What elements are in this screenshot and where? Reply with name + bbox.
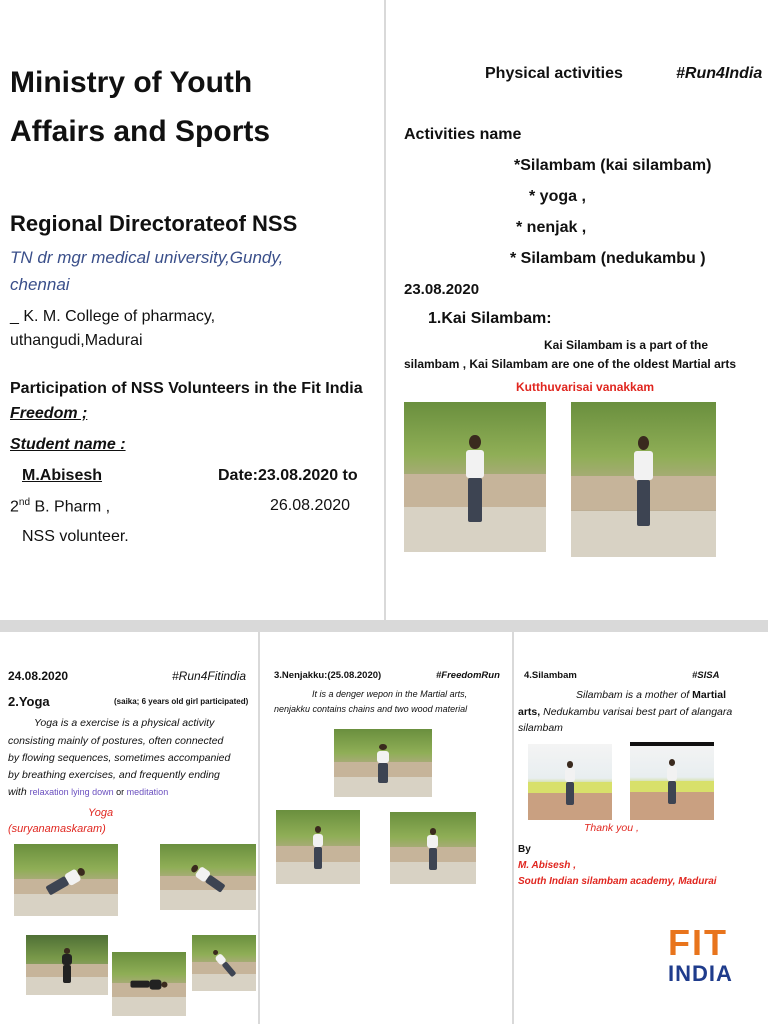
martial-bold: Martial [692, 689, 726, 701]
yoga-photo-5 [192, 935, 256, 991]
student-name: M.Abisesh [22, 467, 103, 484]
figure-head [315, 826, 322, 833]
person-figure [311, 826, 324, 869]
thank-you-text: Thank you , [584, 822, 639, 834]
person-figure [130, 979, 167, 991]
page-title-line2: Affairs and Sports [10, 115, 271, 148]
silambam-line1 [576, 689, 726, 701]
yoga-line3: by flowing sequences, sometimes accompanied [8, 752, 231, 764]
figure-head [162, 982, 168, 988]
figure-legs [130, 981, 149, 988]
page-title-line1: Ministry of Youth [10, 66, 253, 99]
participation-line1: Participation of NSS Volunteers in the Fit India [10, 380, 363, 397]
figure-torso [634, 451, 653, 480]
figure-torso [313, 834, 324, 848]
figure-torso [667, 767, 678, 781]
suryanamaskaram-caption: (suryanamaskaram) [8, 823, 106, 835]
left-page [0, 0, 384, 620]
photo-top-bar [630, 742, 714, 746]
silambam-line2 [518, 706, 732, 718]
relaxation-link-text: relaxation lying down [29, 787, 114, 797]
university-line1: TN dr mgr medical university,Gundy, [10, 248, 284, 267]
figure-head [469, 435, 480, 449]
nenjakku-heading: 3.Nenjakku:(25.08.2020) [274, 670, 382, 681]
yoga-page [0, 632, 258, 1024]
yoga-line5-prefix: with [8, 786, 30, 798]
silambam-line1-prefix: Silambam is a mother of [576, 689, 693, 701]
kai-desc-line1: Kai Silambam is a part of the [544, 338, 709, 352]
figure-legs [378, 763, 387, 783]
yoga-photo-1 [14, 844, 118, 916]
activity-item-3: * nenjak , [516, 219, 587, 236]
fit-logo-text: FIT [668, 922, 728, 963]
figure-head [638, 436, 650, 450]
university-line2: chennai [10, 275, 70, 294]
date-label: Date:23.08.2020 to [218, 467, 358, 484]
photo-floor [160, 890, 256, 910]
figure-torso [377, 751, 390, 764]
activities-label: Activities name [404, 126, 522, 143]
yoga-line4: by breathing exercises, and frequently ending [8, 769, 220, 781]
date-end: 26.08.2020 [270, 497, 351, 514]
yoga-date: 24.08.2020 [8, 669, 69, 683]
nenjakku-page [260, 632, 512, 1024]
yoga-line5-or: or [113, 787, 127, 797]
photo-floor [14, 894, 118, 916]
year-prefix: 2 [10, 498, 19, 516]
role-text: NSS volunteer. [22, 528, 129, 545]
figure-torso [62, 954, 72, 965]
kai-silambam-photo-1 [404, 402, 546, 552]
photo-floor [192, 974, 256, 991]
person-figure [464, 435, 487, 522]
activity-item-4: * Silambam (nedukambu ) [510, 250, 706, 267]
person-figure [375, 744, 391, 783]
yoga-line5 [8, 786, 168, 798]
figure-legs [566, 782, 574, 804]
nenjakku-line2: nenjakku contains chains and two wood material [274, 704, 468, 714]
nenjakku-photo-3 [390, 812, 476, 884]
figure-head [379, 744, 387, 750]
kutthuvarisai-caption: Kutthuvarisai vanakkam [516, 380, 655, 394]
directorate-heading: Regional Directorateof NSS [10, 211, 298, 236]
person-figure [563, 761, 576, 805]
participation-line2: Freedom ; [10, 405, 88, 422]
academy-name: South Indian silambam academy, Madurai [518, 876, 717, 887]
college-line1: _ K. M. College of pharmacy, [10, 308, 216, 325]
meditation-link-text: meditation [126, 787, 169, 797]
yoga-line2: consisting mainly of postures, often connected [8, 735, 224, 747]
person-figure [60, 948, 73, 983]
yoga-heading: 2.Yoga [8, 694, 50, 709]
figure-legs [468, 478, 482, 522]
yoga-photo-2 [160, 844, 256, 910]
by-label: By [518, 844, 531, 855]
year-rest: B. Pharm , [30, 498, 111, 516]
silambam-photo-1 [528, 744, 612, 820]
figure-head [430, 828, 437, 835]
kai-silambam-heading: 1.Kai Silambam: [428, 310, 552, 327]
hashtag-freedomrun: #FreedomRun [436, 670, 500, 681]
figure-torso [427, 835, 438, 848]
photo-floor [112, 997, 186, 1016]
figure-legs [668, 781, 676, 804]
silambam-line3: silambam [518, 722, 563, 734]
person-figure [665, 759, 678, 804]
right-page [386, 0, 768, 620]
silambam-line2-rest: Nedukambu varisai best part of alangara [540, 706, 733, 718]
yoga-caption: Yoga [88, 807, 114, 819]
activity-item-2: * yoga , [529, 188, 586, 205]
figure-torso [466, 450, 484, 478]
silambam-photo-2 [630, 742, 714, 820]
figure-legs [429, 848, 437, 869]
activity-item-1: *Silambam (kai silambam) [514, 157, 712, 174]
yoga-note: (saika; 6 years old girl participated) [114, 697, 249, 706]
student-label: Student name : [10, 436, 126, 453]
year-sup: nd [18, 497, 31, 508]
person-figure [632, 436, 655, 526]
silambam-heading: 4.Silambam [524, 670, 577, 681]
yoga-photo-4 [112, 952, 186, 1016]
figure-legs [637, 480, 651, 526]
year-line [10, 497, 110, 516]
person-figure [426, 828, 440, 870]
figure-torso [149, 980, 161, 989]
yoga-photo-3 [26, 935, 108, 995]
figure-legs [63, 965, 71, 983]
hashtag-sisa: #SISA [692, 670, 720, 681]
physical-activities-heading: Physical activities [485, 65, 623, 82]
yoga-line1: Yoga is a exercise is a physical activity [34, 717, 215, 729]
author-name: M. Abisesh , [518, 860, 576, 871]
nenjakku-photo-1 [334, 729, 432, 797]
kai-desc-line2: silambam , Kai Silambam are one of the oldest Martial arts [404, 357, 737, 371]
figure-legs [314, 847, 322, 869]
kai-silambam-photo-2 [571, 402, 716, 557]
figure-head [64, 948, 71, 954]
section-date: 23.08.2020 [404, 281, 480, 298]
hashtag-run4fitindia: #Run4Fitindia [172, 669, 247, 683]
nenjakku-photo-2 [276, 810, 360, 884]
india-logo-text: INDIA [668, 961, 733, 986]
figure-head [669, 759, 676, 766]
nenjakku-line1: It is a denger wepon in the Martial arts, [312, 689, 468, 699]
arts-bold: arts, [518, 706, 541, 718]
figure-torso [565, 768, 576, 782]
fit-india-logo [666, 922, 758, 986]
college-line2: uthangudi,Madurai [10, 332, 143, 349]
figure-head [567, 761, 574, 768]
hashtag-run4india: #Run4India [676, 65, 763, 82]
